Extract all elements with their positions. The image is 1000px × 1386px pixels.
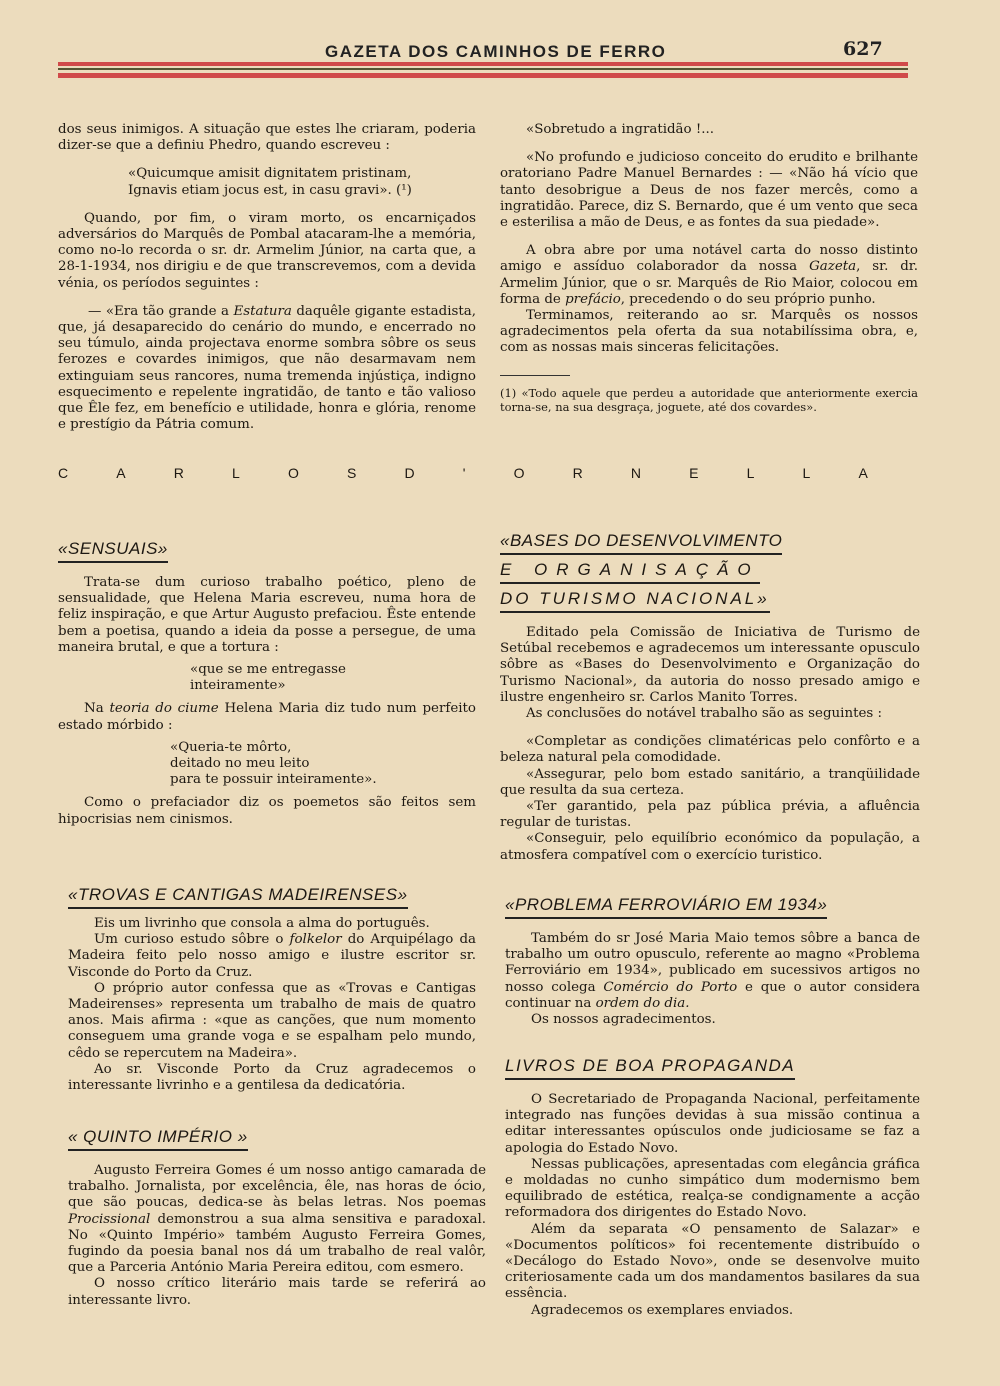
emphasis: prefácio (565, 291, 621, 307)
signature-letter: A (858, 465, 868, 481)
emphasis: ordem do dia. (595, 995, 690, 1011)
section-problema-ferroviario (505, 894, 920, 1028)
paragraph: Ao sr. Visconde Porto da Cruz agradecemos o interessante livrinho e a gentilesa da dedicatória. (68, 1061, 476, 1094)
header-rule-dark (58, 68, 908, 70)
page-number: 627 (843, 38, 883, 60)
section-sensuais (58, 538, 476, 828)
header-rule-red-top (58, 62, 908, 66)
quote-text: — «Era tão grande a (88, 303, 234, 319)
text-run: Também do sr José Maria Maio temos sôbre a banca de trabalho um outro opusculo, referente ao magno «Problema Ferroviário em 1934», publicado em sucessivos artigos no nosso colega (505, 931, 920, 995)
left-article-continuation (58, 122, 476, 433)
verse-block (58, 662, 476, 694)
section-heading: «TROVAS E CANTIGAS MADEIRENSES» (68, 884, 408, 909)
header-rule-red-bottom (58, 73, 908, 78)
paragraph: Agradecemos os exemplares enviados. (531, 1302, 794, 1318)
section-heading-line-3: DO TURISMO NACIONAL» (500, 588, 770, 613)
emphasis: teoria do ciume (109, 701, 219, 717)
text-run: , precedendo o do seu próprio punho. (620, 291, 876, 307)
signature-letter: S (346, 465, 357, 481)
section-heading: « QUINTO IMPÉRIO » (68, 1126, 248, 1151)
paragraph: O próprio autor confessa que as «Trovas e Cantigas Madeirenses» representa um trabalho de mais de quatro anos. Mais afirma : «que as canções, que num momento conseguem uma grande voga e se espalham pelo mundo, cêdo se repercutem na Madeira». (68, 980, 476, 1061)
paragraph: «Completar as condições climatéricas pelo confôrto e a beleza natural pela comodidade. (500, 734, 920, 766)
paragraph (68, 932, 476, 981)
text-run: Augusto Ferreira Gomes é um nosso antigo camarada de trabalho. Jornalista, por excelência, êle, nas horas de ócio, que são poucas, dedica-se às belas letras. Nos poemas (68, 1163, 486, 1211)
section-heading: «PROBLEMA FERROVIÁRIO EM 1934» (505, 894, 827, 919)
section-quinto-imperio (68, 1126, 486, 1309)
signature-letter: R (572, 465, 583, 481)
latin-verse: «Quicumque amisit dignitatem pristinam, Ignavis etiam jocus est, in casu gravi». (¹) (128, 166, 412, 198)
verse-block (58, 740, 476, 789)
paragraph: «Sobretudo a ingratidão !... (526, 122, 715, 137)
page-header-title: GAZETA DOS CAMINHOS DE FERRO (325, 42, 667, 61)
footnote-divider (500, 375, 570, 376)
signature-letter: O (513, 465, 525, 481)
block-quote (58, 304, 476, 434)
signature-letter: L (802, 465, 811, 481)
signature-letter: O (287, 465, 299, 481)
paragraph (505, 931, 920, 1012)
text-run: , sr. dr. Armelim Júnior, que o sr. Marquês de Rio Maior, colocou em forma de (500, 259, 918, 307)
signature-letter: A (116, 465, 126, 481)
section-bases-turismo (500, 530, 920, 864)
section-livros-propaganda (505, 1055, 920, 1319)
signature-letter: D (404, 465, 415, 481)
verse: «que se me entregasse inteiramente» (190, 662, 346, 694)
verse: «Queria-te môrto, deitado no meu leito para te possuir inteiramente». (170, 739, 377, 788)
paragraph: «No profundo e judicioso conceito do erudito e brilhante oratoriano Padre Manuel Bernardes : — «Não há vício que tanto desobrigue a Deus de nos fazer mercês, como a ingratidão. Parece, diz S. Bernardo, que é um vento que seca e esterilisa a mão de Deus, e as fontes da sua piedade». (500, 150, 918, 231)
paragraph: Editado pela Comissão de Iniciativa de Turismo de Setúbal recebemos e agradecemos um interessante opusculo sôbre as «Bases do Desenvolvimento e Organização do Turismo Nacional», da autoria do nosso presado amigo e ilustre engenheiro sr. Carlos Manito Torres. (500, 625, 920, 705)
quote-emphasis: Estatura (233, 303, 292, 319)
text-run: Um curioso estudo sôbre o (94, 932, 290, 948)
section-heading-line-1: «BASES DO DESENVOLVIMENTO (500, 530, 782, 555)
paragraph: O Secretariado de Propaganda Nacional, perfeitamente integrado nas funções devidas à sua missão continua a editar interessantes opúsculos onde judiciosame se faz a apologia do Estado Novo. (505, 1092, 920, 1156)
text-run: e que o autor considera continuar na (505, 979, 920, 1011)
page-header (0, 0, 1000, 90)
quote-text: daquêle gigante estadista, que, já desaparecido do cenário do mundo, e encerrado no seu túmulo, ainda projectava enorme sombra sôbre os seus ferozes e covardes inimigos, que não desarmavam nem extinguiam seus rancores, numa tremenda injústiça, indigno esquecimento e repelente ingratidão, de tanto e tão valioso que Êle fez, em benefício e utilidade, honra e glória, renome e prestígio da Pátria comum. (58, 303, 476, 433)
paragraph: «Ter garantido, pela paz pública prévia, a afluência regular de turistas. (500, 799, 920, 831)
paragraph: Eis um livrinho que consola a alma do português. (94, 916, 430, 931)
paragraph: «Conseguir, pelo equilíbrio económico da população, a atmosfera compatível com o exercício turistico. (500, 831, 920, 863)
paragraph: Trata-se dum curioso trabalho poético, pleno de sensualidade, que Helena Maria escreveu, numa hora de feliz inspiração, e que Artur Augusto prefaciou. Êste entende bem a poetisa, quando a ideia da posse a persegue, de uma maneira brutal, e que a tortura : (58, 575, 476, 655)
section-heading-line-2: E ORGANISAÇÃO (500, 559, 760, 584)
paragraph: O nosso crítico literário mais tarde se referirá ao interessante livro. (68, 1276, 486, 1308)
paragraph (68, 1163, 486, 1276)
signature-letter: R (173, 465, 184, 481)
paragraph: dos seus inimigos. A situação que estes lhe criaram, poderia dizer-se que a definiu Phedro, quando escreveu : (58, 122, 476, 154)
latin-quote (58, 166, 476, 198)
paragraph (58, 701, 476, 733)
paragraph: Os nossos agradecimentos. (531, 1012, 716, 1028)
signature-letter: L (746, 465, 755, 481)
text-run: do Arquipélago da Madeira feito pelo nosso amigo e ilustre escritor sr. Visconde do Porto da Cruz. (68, 932, 477, 980)
signature-letter: N (630, 465, 641, 481)
paragraph: Como o prefaciador diz os poemetos são feitos sem hipocrisias nem cinismos. (58, 795, 476, 827)
text-run: Na (84, 701, 110, 717)
paragraph: Além da separata «O pensamento de Salazar» e «Documentos políticos» foi recentemente distribuído o «Decálogo do Estado Novo», onde se desenvolve muito criteriosamente cada um dos mandamentos basilares da sua essência. (505, 1221, 920, 1302)
signature-letter: E (689, 465, 699, 481)
paragraph: «Assegurar, pelo bom estado sanitário, a tranqüilidade que resulta da sua certeza. (500, 766, 920, 798)
emphasis: Procissional (68, 1211, 151, 1227)
paragraph: Terminamos, reiterando ao sr. Marquês os nossos agradecimentos pela oferta da sua notabilíssima obra, e, com as nossas mais sinceras felicitações. (500, 308, 918, 356)
footnote: (1) «Todo aquele que perdeu a autoridade que anteriormente exercia torna-se, na sua desgraça, joguete, até dos covardes». (500, 385, 918, 414)
paragraph: Quando, por fim, o viram morto, os encarniçados adversários do Marquês de Pombal atacaram-lhe a memória, como no-lo recorda o sr. dr. Armelim Júnior, na carta que, a 28-1-1934, nos dirigiu e de que transcrevemos, com a devida vénia, os períodos seguintes : (58, 210, 476, 291)
signature-letter: ' (462, 465, 466, 481)
section-trovas (68, 884, 476, 1094)
signature-letter: L (232, 465, 240, 481)
emphasis: folkelor (289, 932, 342, 948)
text-run: Helena Maria diz tudo num perfeito estado mórbido : (58, 701, 476, 733)
text-run: demonstrou a sua alma sensitiva e paradoxal. No «Quinto Império» também Augusto Ferreira Gomes, fugindo da poesia banal nos dá um trabalho de real valôr, que a Parceria António Maria Pereira editou, com esmero. (68, 1211, 486, 1276)
paragraph: As conclusões do notável trabalho são as seguintes : (526, 706, 883, 722)
text-run: A obra abre por uma notável carta do nosso distinto amigo e assíduo colaborador da nossa (500, 243, 918, 275)
right-article-continuation (500, 122, 918, 414)
emphasis: Gazeta (809, 259, 857, 275)
emphasis: Comércio do Porto (603, 979, 738, 995)
paragraph: Nessas publicações, apresentadas com elegância gráfica e moldadas no cunho simpático dum modernismo bem equilibrado de estética, realça-se condignamente a acção reformadora dos dirigentes do Estado Novo. (505, 1156, 920, 1221)
signature-letter: C (58, 465, 69, 481)
paragraph (500, 243, 918, 308)
section-heading: LIVROS DE BOA PROPAGANDA (505, 1055, 795, 1080)
section-heading: «SENSUAIS» (58, 538, 168, 563)
author-signature (58, 465, 868, 481)
